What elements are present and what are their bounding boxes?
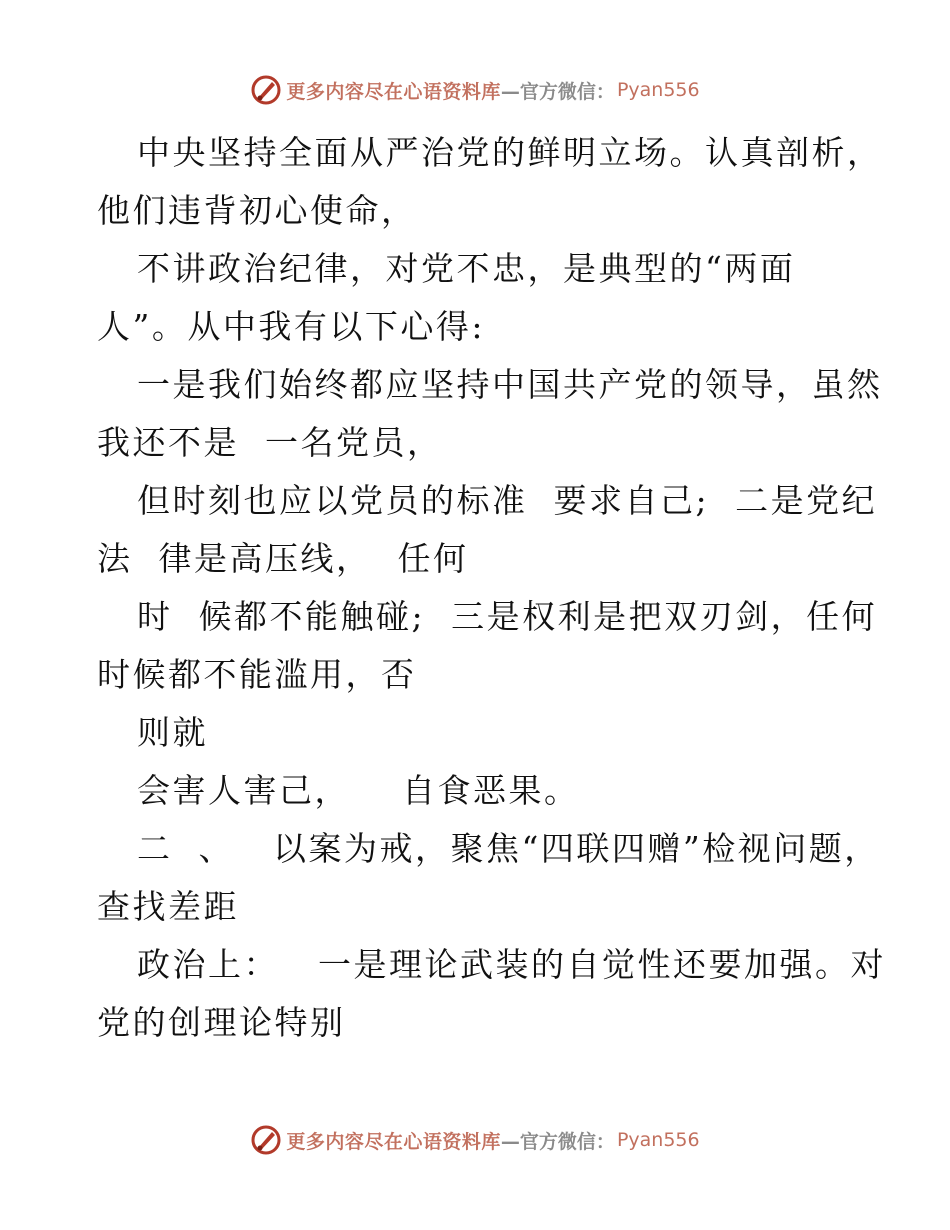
banner-wechat-id: Pyan556 [616,79,700,101]
banner-main-text: 更多内容尽在心语资料库 [286,1130,501,1153]
text-line: 他们违背初心使命， [97,191,417,230]
text-line: 一是我们始终都应坚持中国共产党的领导，虽然 [137,365,883,404]
text-line: 但时刻也应以党员的标准 要求自己; 二是党纪 [137,481,878,520]
text-line: 党的创理论特别 [97,1003,346,1042]
text-line: 不讲政治纪律，对党不忠，是典型的“两面 [137,249,796,288]
document-body [97,124,886,1052]
text-line: 法 律是高压线， 任何 [97,539,469,578]
text-line: 中央坚持全面从严治党的鲜明立场。认真剖析， [137,133,883,172]
text-line: 人”。从中我有以下心得: [97,307,485,346]
text-line: 时候都不能滥用，否 [97,655,417,694]
brush-logo-icon [250,1124,282,1156]
text-line: 则就 [137,713,208,752]
footer-watermark-banner [0,1122,950,1158]
banner-wechat-id: Pyan556 [616,1129,700,1151]
text-line: 查找差距 [97,887,239,926]
banner-main-text: 更多内容尽在心语资料库 [286,80,501,103]
text-line: 会害人害己， 自食恶果。 [137,771,580,810]
banner-wechat-label: —官方微信： [500,1130,615,1153]
text-line: 政治上： 一是理论武装的自觉性还要加强。对 [137,945,886,984]
text-line: 时 候都不能触碰; 三是权利是把双刃剑，任何 [137,597,878,636]
text-line: 我还不是 一名党员， [97,423,443,462]
header-watermark-banner [0,72,950,108]
text-line: 二 、 以案为戒，聚焦“四联四赠”检视问题， [137,829,880,868]
banner-wechat-label: —官方微信： [500,80,615,103]
brush-logo-icon [250,74,282,106]
